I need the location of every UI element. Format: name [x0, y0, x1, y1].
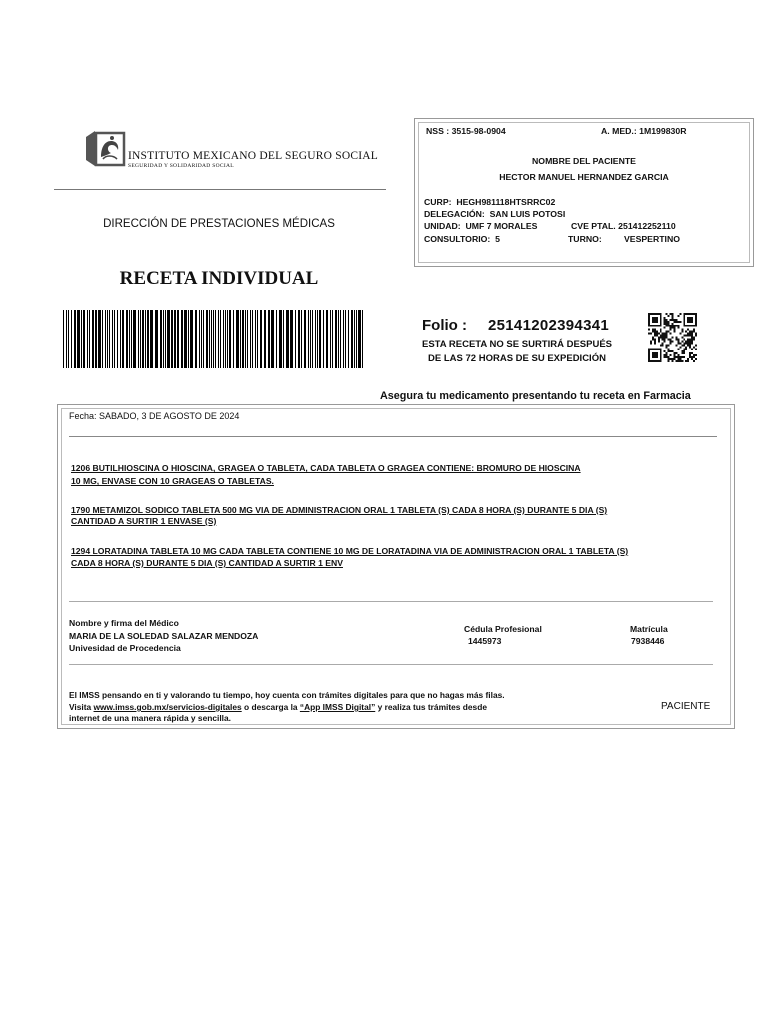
pharmacy-note: Asegura tu medicamento presentando tu receta en Farmacia	[380, 390, 691, 402]
curp-field: CURP: HEGH981118HTSRRC02	[424, 197, 556, 207]
unidad-field: UNIDAD: UMF 7 MORALES	[424, 221, 538, 231]
doctor-university: Univesidad de Procedencia	[69, 643, 181, 653]
direction-label: DIRECCIÓN DE PRESTACIONES MÉDICAS	[103, 218, 335, 230]
nss-field: NSS : 3515-98-0904	[426, 126, 506, 136]
medication-1-line2: 10 MG, ENVASE CON 10 GRAGEAS O TABLETAS.	[71, 476, 274, 486]
consultorio-field: CONSULTORIO: 5	[424, 234, 500, 244]
imss-logo	[84, 129, 126, 169]
cedula-value: 1445973	[468, 636, 502, 646]
doctor-divider	[69, 664, 713, 665]
delegacion-field: DELEGACIÓN: SAN LUIS POTOSI	[424, 209, 566, 219]
prescription-box	[57, 404, 735, 729]
qr-code	[648, 313, 697, 362]
institution-name: INSTITUTO MEXICANO DEL SEGURO SOCIAL	[128, 150, 378, 162]
folio-label: Folio :	[422, 317, 467, 334]
imss-services-link[interactable]: www.imss.gob.mx/servicios-digitales	[93, 702, 242, 712]
cve-ptal-field: CVE PTAL. 251412252110	[571, 221, 676, 231]
medication-1-line1: 1206 BUTILHIOSCINA O HIOSCINA, GRAGEA O TABLETA, CADA TABLETA O GRAGEA CONTIENE: BROMURO DE HIOSCINA	[71, 463, 581, 473]
patient-info-box	[414, 118, 754, 267]
prescription-date: Fecha: SABADO, 3 DE AGOSTO DE 2024	[69, 411, 240, 421]
barcode	[63, 310, 365, 368]
medication-2-line2: CANTIDAD A SURTIR 1 ENVASE (S)	[71, 516, 217, 526]
date-divider	[69, 436, 717, 437]
institution-subtitle: SEGURIDAD Y SOLIDARIDAD SOCIAL	[128, 163, 234, 169]
amed-field: A. MED.: 1M199830R	[601, 126, 687, 136]
app-imss-digital-link[interactable]: “App IMSS Digital”	[299, 702, 376, 712]
medications-divider	[69, 601, 713, 602]
medication-3-line2: CADA 8 HORA (S) DURANTE 5 DIA (S) CANTIDAD A SURTIR 1 ENV	[71, 558, 343, 568]
turno-field: TURNO:	[568, 234, 602, 244]
header-divider	[54, 189, 386, 190]
patient-name: HECTOR MANUEL HERNANDEZ GARCIA	[499, 172, 669, 182]
medication-3-line1: 1294 LORATADINA TABLETA 10 MG CADA TABLETA CONTIENE 10 MG DE LORATADINA VIA DE ADMINISTRACION ORAL 1 TABLETA (S)	[71, 546, 629, 556]
expiration-note-line2: DE LAS 72 HORAS DE SU EXPEDICIÓN	[428, 353, 606, 364]
footer-line2: Visita www.imss.gob.mx/servicios-digitales o descarga la “App IMSS Digital” y realiza tus trámites desde	[69, 702, 487, 712]
copy-label: PACIENTE	[661, 701, 711, 712]
matricula-value: 7938446	[631, 636, 665, 646]
medication-2-line1: 1790 METAMIZOL SODICO TABLETA 500 MG VIA DE ADMINISTRACION ORAL 1 TABLETA (S) CADA 8 HORA (S) DURANTE 5 DIA (S)	[71, 505, 608, 515]
footer-line1: El IMSS pensando en ti y valorando tu tiempo, hoy cuenta con trámites digitales para que no hagas más filas.	[69, 690, 505, 700]
document-title: RECETA INDIVIDUAL	[119, 268, 319, 289]
matricula-label: Matrícula	[630, 624, 668, 634]
folio-number: 25141202394341	[488, 317, 609, 334]
turno-value: VESPERTINO	[624, 234, 680, 244]
expiration-note-line1: ESTA RECETA NO SE SURTIRÁ DESPUÉS	[421, 339, 613, 350]
cedula-label: Cédula Profesional	[464, 624, 542, 634]
footer-line3: internet de una manera rápida y sencilla.	[69, 713, 231, 723]
patient-name-label: NOMBRE DEL PACIENTE	[532, 156, 636, 166]
doctor-name: MARIA DE LA SOLEDAD SALAZAR MENDOZA	[69, 631, 259, 641]
doctor-signature-label: Nombre y firma del Médico	[69, 618, 179, 628]
